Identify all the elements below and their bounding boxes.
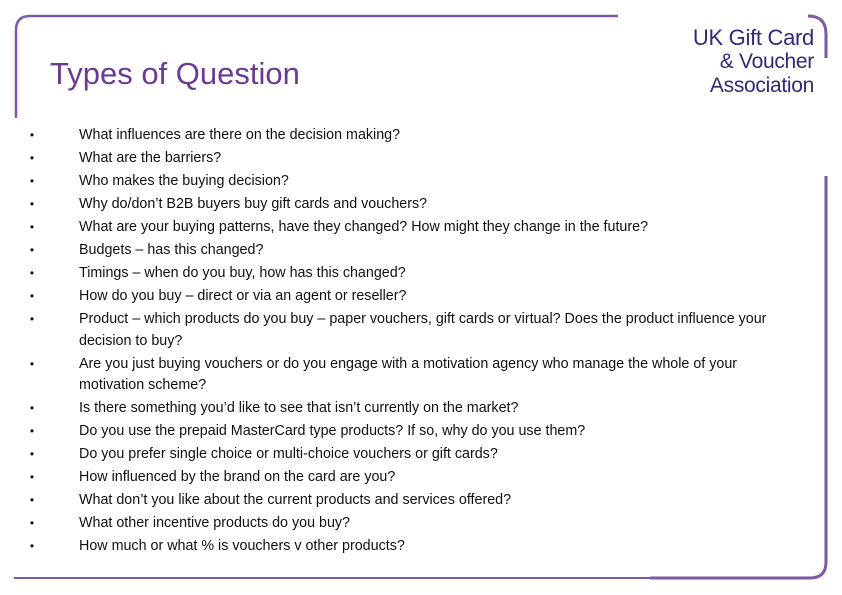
logo-line-1: UK Gift Card	[692, 25, 814, 50]
bullet-icon: •	[29, 289, 35, 303]
question-text: How do you buy – direct or via an agent or reseller?	[79, 288, 407, 304]
bullet-icon: •	[29, 312, 35, 326]
question-text: What don’t you like about the current products and services offered?	[79, 492, 512, 508]
question-text: Do you use the prepaid MasterCard type products? If so, why do you use them?	[79, 423, 586, 439]
question-text: What other incentive products do you buy?	[79, 515, 351, 531]
question-list	[26, 125, 806, 559]
question-item	[26, 490, 806, 512]
question-text: Who makes the buying decision?	[79, 173, 289, 189]
question-text: What influences are there on the decision making?	[79, 127, 401, 143]
bullet-icon: •	[29, 516, 35, 530]
question-text: Is there something you’d like to see that isn’t currently on the market?	[79, 400, 519, 416]
bullet-icon: •	[29, 128, 35, 142]
logo-line-3: Association	[709, 74, 814, 97]
question-text: Why do/don’t B2B buyers buy gift cards and vouchers?	[79, 196, 428, 212]
question-item	[26, 467, 806, 489]
question-item	[26, 217, 806, 239]
question-text: Timings – when do you buy, how has this changed?	[79, 265, 406, 281]
page-title: Types of Question	[50, 56, 300, 91]
question-item	[26, 513, 806, 535]
question-item	[26, 398, 806, 420]
bullet-icon: •	[29, 266, 35, 280]
bullet-icon: •	[29, 493, 35, 507]
question-text: Product – which products do you buy – paper vouchers, gift cards or virtual? Does the product influence your decision to buy?	[79, 311, 767, 349]
association-logo	[690, 26, 820, 98]
bullet-icon: •	[29, 424, 35, 438]
bullet-icon: •	[29, 356, 35, 371]
bullet-icon: •	[29, 151, 35, 165]
question-item	[26, 171, 806, 193]
question-item	[26, 421, 806, 443]
bullet-icon: •	[29, 470, 35, 484]
frame-left-edge	[16, 16, 30, 118]
question-item	[26, 354, 806, 397]
question-text: Do you prefer single choice or multi-choice vouchers or gift cards?	[79, 446, 498, 462]
bullet-icon: •	[29, 401, 35, 415]
question-item	[26, 240, 806, 262]
bullet-icon: •	[29, 220, 35, 234]
question-text: How much or what % is vouchers v other products?	[79, 538, 405, 554]
bullet-icon: •	[29, 539, 35, 553]
question-item	[26, 286, 806, 308]
question-item	[26, 125, 806, 147]
question-item	[26, 536, 806, 558]
question-item	[26, 148, 806, 170]
question-item	[26, 444, 806, 466]
question-item	[26, 194, 806, 216]
question-text: What are your buying patterns, have they changed? How might they change in the future?	[79, 219, 649, 235]
bullet-icon: •	[29, 243, 35, 257]
question-text: How influenced by the brand on the card are you?	[79, 469, 396, 485]
question-text: What are the barriers?	[79, 150, 222, 166]
question-text: Are you just buying vouchers or do you engage with a motivation agency who manage the whole of your motivation scheme?	[79, 355, 738, 393]
question-item	[26, 263, 806, 285]
bullet-icon: •	[29, 197, 35, 211]
bullet-icon: •	[29, 447, 35, 461]
question-item	[26, 309, 806, 352]
logo-line-2: & Voucher	[719, 50, 814, 73]
bullet-icon: •	[29, 174, 35, 188]
question-text: Budgets – has this changed?	[79, 242, 264, 258]
